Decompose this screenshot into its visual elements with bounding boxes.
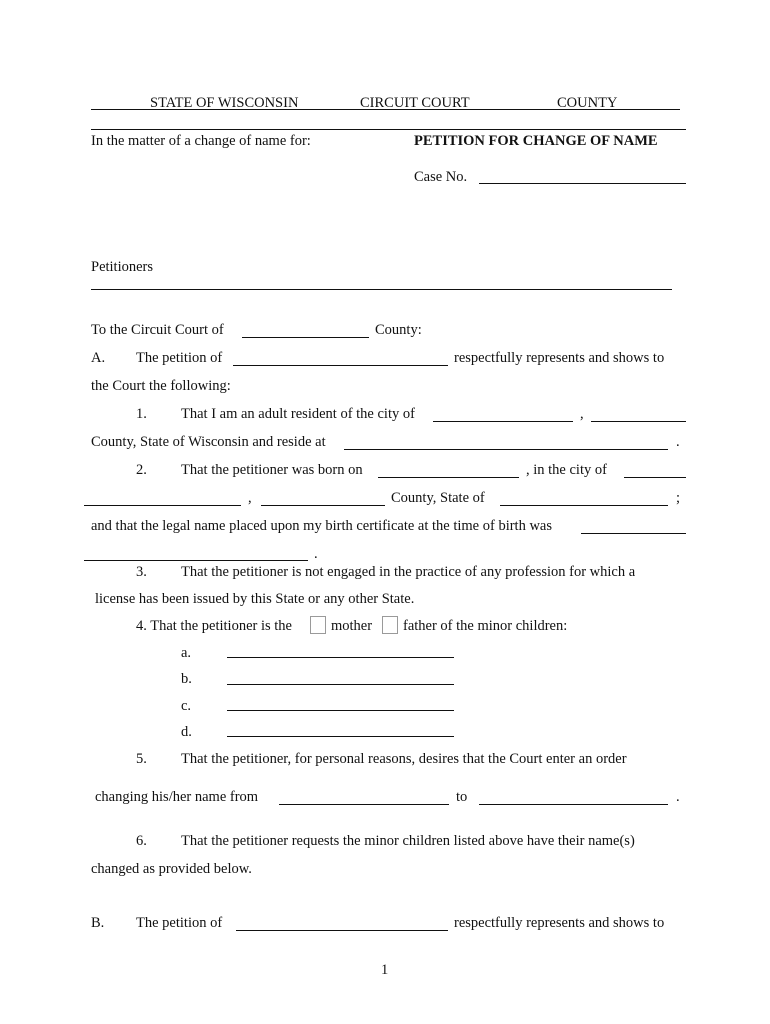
child-c-field[interactable] <box>227 710 454 711</box>
item-5-number: 5. <box>136 751 147 767</box>
header-county: COUNTY <box>557 95 618 111</box>
birth-name-field-end[interactable] <box>84 560 308 561</box>
page-number: 1 <box>381 962 389 978</box>
item-2-semicolon: ; <box>676 490 681 506</box>
respectfully-text: respectfully represents and shows to <box>454 350 665 366</box>
child-a-field[interactable] <box>227 657 454 658</box>
item-1-comma: , <box>580 406 584 422</box>
item-4-text: 4. That the petitioner is the <box>136 618 292 634</box>
petitioner-name-field-b[interactable] <box>236 930 448 931</box>
city-field[interactable] <box>433 421 573 422</box>
child-b-label: b. <box>181 671 192 687</box>
mother-checkbox[interactable] <box>310 616 326 634</box>
caption-matter: In the matter of a change of name for: <box>91 133 311 149</box>
item-5-line2: changing his/her name from <box>95 789 259 805</box>
petitioners-label: Petitioners <box>91 259 154 275</box>
header-court: CIRCUIT COURT <box>360 95 470 111</box>
section-b-label: B. <box>91 915 105 931</box>
child-d-label: d. <box>181 724 192 740</box>
item-1-line2: County, State of Wisconsin and reside at <box>91 434 326 450</box>
item-2-county-state: County, State of <box>391 490 485 506</box>
mother-label: mother <box>331 618 373 634</box>
father-label: father of the minor children: <box>403 618 568 634</box>
petitioner-name-field-a[interactable] <box>233 365 448 366</box>
item-2-period: . <box>314 546 318 562</box>
birth-city-field-end[interactable] <box>84 505 241 506</box>
child-a-label: a. <box>181 645 192 661</box>
item-3-number: 3. <box>136 564 147 580</box>
birth-state-field[interactable] <box>500 505 668 506</box>
caption-rule <box>91 129 686 130</box>
item-5-text: That the petitioner, for personal reasons, desires that the Court enter an order <box>181 751 627 767</box>
birth-name-field-start[interactable] <box>581 533 686 534</box>
item-6-number: 6. <box>136 833 147 849</box>
respectfully-text-b: respectfully represents and shows to <box>454 915 665 931</box>
child-b-field[interactable] <box>227 684 454 685</box>
court-county-field[interactable] <box>242 337 369 338</box>
petition-of-label-b: The petition of <box>136 915 223 931</box>
birth-date-field[interactable] <box>378 477 519 478</box>
birth-city-field-start[interactable] <box>624 477 686 478</box>
item-2-comma: , <box>248 490 252 506</box>
header-state: STATE OF WISCONSIN <box>150 95 299 111</box>
petition-of-label: The petition of <box>136 350 223 366</box>
item-3-text: That the petitioner is not engaged in the practice of any profession for which a <box>181 564 636 580</box>
document-title: PETITION FOR CHANGE OF NAME <box>414 133 658 149</box>
county-field-1[interactable] <box>591 421 686 422</box>
case-no-field[interactable] <box>479 183 686 184</box>
name-from-field[interactable] <box>279 804 449 805</box>
petitioners-rule <box>91 289 672 290</box>
child-d-field[interactable] <box>227 736 454 737</box>
residence-field[interactable] <box>344 449 668 450</box>
to-court-label: To the Circuit Court of <box>91 322 224 338</box>
item-6-line2: changed as provided below. <box>91 861 252 877</box>
item-2-birth-text: and that the legal name placed upon my birth certificate at the time of birth was <box>91 518 553 534</box>
the-court-text: the Court the following: <box>91 378 231 394</box>
child-c-label: c. <box>181 698 192 714</box>
father-checkbox[interactable] <box>382 616 398 634</box>
item-2-text: That the petitioner was born on <box>181 462 363 478</box>
section-a-label: A. <box>91 350 106 366</box>
birth-county-field[interactable] <box>261 505 385 506</box>
item-6-text: That the petitioner requests the minor children listed above have their name(s) <box>181 833 635 849</box>
item-5-period: . <box>676 789 680 805</box>
item-1-text: That I am an adult resident of the city of <box>181 406 415 422</box>
item-2-city-text: , in the city of <box>526 462 607 478</box>
case-no-label: Case No. <box>414 169 468 185</box>
county-colon: County: <box>375 322 422 338</box>
to-label: to <box>456 789 468 805</box>
item-3-line2: license has been issued by this State or any other State. <box>95 591 415 607</box>
item-2-number: 2. <box>136 462 147 478</box>
item-1-period: . <box>676 434 680 450</box>
item-1-number: 1. <box>136 406 147 422</box>
name-to-field[interactable] <box>479 804 668 805</box>
